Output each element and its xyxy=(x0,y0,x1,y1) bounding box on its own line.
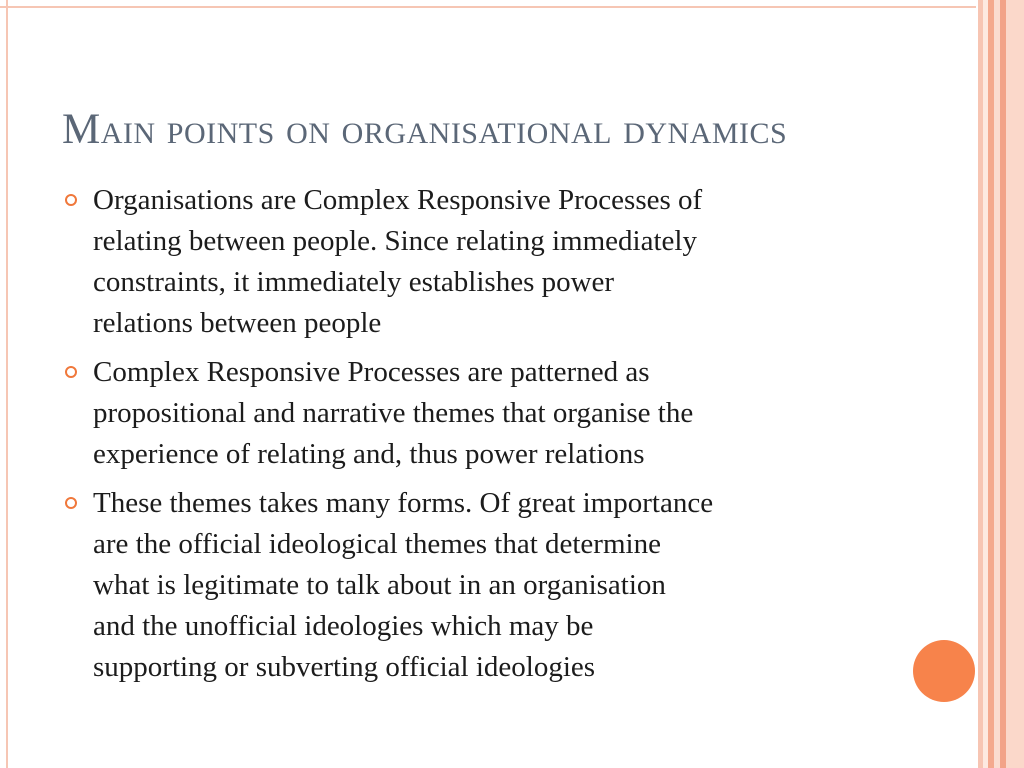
bullet-list xyxy=(62,180,952,696)
bullet-text-line: These themes takes many forms. Of great importance xyxy=(93,487,714,519)
bullet-text-line: propositional and narrative themes that organise the xyxy=(93,397,694,429)
left-border-line xyxy=(6,0,8,768)
bullet-text-line: constraints, it immediately establishes power xyxy=(93,266,615,298)
right-stripe-6 xyxy=(1006,0,1024,768)
bullet-text-line: are the official ideological themes that determine xyxy=(93,528,661,560)
bullet-icon xyxy=(65,497,77,509)
bullet-text-line: and the unofficial ideologies which may be xyxy=(93,610,594,642)
bullet-icon xyxy=(65,366,77,378)
bullet-text-line: supporting or subverting official ideologies xyxy=(93,651,596,683)
bullet-text-line: experience of relating and, thus power relations xyxy=(93,438,645,470)
bullet-icon xyxy=(65,194,77,206)
top-border-line xyxy=(0,6,976,8)
slide-title: Main points on organisational dynamics xyxy=(62,106,788,153)
orange-circle-decoration xyxy=(913,640,975,702)
bullet-text-line: relating between people. Since relating immediately xyxy=(93,225,697,257)
bullet-item xyxy=(62,180,952,344)
bullet-text-line: Organisations are Complex Responsive Processes of xyxy=(93,184,703,216)
bullet-text-line: relations between people xyxy=(93,307,382,339)
bullet-text-line: what is legitimate to talk about in an organisation xyxy=(93,569,666,601)
bullet-text-line: Complex Responsive Processes are patterned as xyxy=(93,356,650,388)
bullet-item xyxy=(62,483,952,688)
bullet-item xyxy=(62,352,952,475)
